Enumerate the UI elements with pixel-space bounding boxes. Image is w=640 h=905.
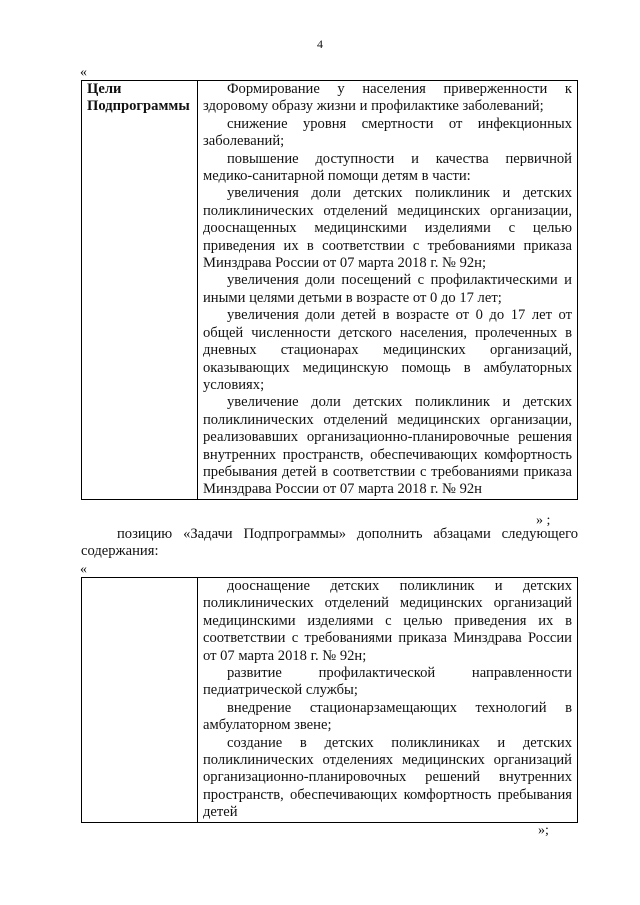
goal-item: повышение доступности и качества первичной медико-санитарной помощи детям в части: xyxy=(203,150,572,185)
goal-item: увеличения доли детей в возрасте от 0 до 17 лет от общей численности детского населения, пролеченных в дневных стационарах медицинских организаций, оказывающих медицинскую помощь в амбулаторных условиях; xyxy=(203,307,572,393)
goal-item: увеличения доли детских поликлиник и детских поликлинических отделений медицинских организации, дооснащенных медицинскими изделиями с целью приведения их в соответствии с требованиями приказа Минздрава России от 07 марта 2018 г. № 92н; xyxy=(203,185,572,272)
table-row xyxy=(82,578,578,823)
page-number: 4 xyxy=(317,37,323,51)
table-row xyxy=(82,81,578,500)
tasks-label xyxy=(82,578,198,823)
goals-content xyxy=(198,81,578,500)
opening-quote: « xyxy=(80,562,87,577)
tasks-content xyxy=(198,578,578,823)
opening-quote: « xyxy=(80,65,87,80)
goal-item: увеличения доли посещений с профилактическими и иными целями детьми в возрасте от 0 до 17 лет; xyxy=(203,272,572,306)
task-item: создание в детских поликлиниках и детских поликлинических отделениях медицинских организаций организационно-планировочных решений внутренних пространств, обеспечивающих комфортность пребывания детей xyxy=(203,734,572,821)
closing-quote: » ; xyxy=(536,513,551,528)
task-item: развитие профилактической направленности педиатрической службы; xyxy=(203,665,572,699)
goal-item: снижение уровня смертности от инфекционных заболеваний; xyxy=(203,115,572,150)
goals-table xyxy=(81,80,578,500)
amendment-paragraph: позицию «Задачи Подпрограммы» дополнить абзацами следующего содержания: xyxy=(81,526,578,560)
tasks-table xyxy=(81,577,578,823)
task-item: внедрение стационарзамещающих технологий в амбулаторном звене; xyxy=(203,699,572,734)
closing-quote: »; xyxy=(538,823,549,838)
task-item: дооснащение детских поликлиник и детских поликлинических отделений медицинских организаций медицинскими изделиями с целью приведения их в соответствии с требованиями приказа Минздрава России от 07 марта 2018 г. № 92н; xyxy=(203,578,572,664)
goal-item: Формирование у населения приверженности к здоровому образу жизни и профилактике заболеваний; xyxy=(203,81,572,115)
goals-label: Цели Подпрограммы xyxy=(82,81,198,500)
goal-item: увеличение доли детских поликлиник и детских поликлинических отделений медицинских организации, реализовавших организационно-планировочные решения внутренних пространств, обеспечивающих комфортность пребывания детей в соответствии с требованиями приказа Минздрава России от 07 марта 2018 г. № 92н xyxy=(203,394,572,498)
